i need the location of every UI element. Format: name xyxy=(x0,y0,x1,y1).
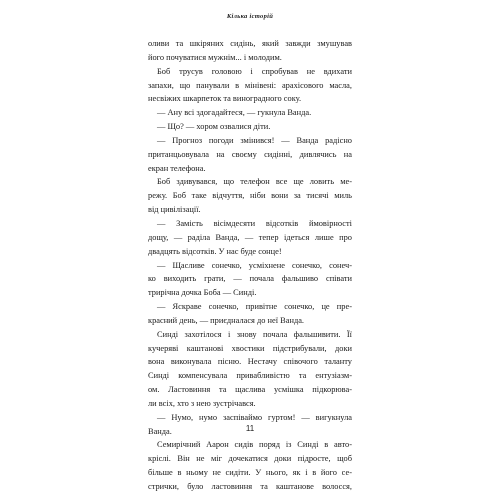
text-line: красний день, — приєдналася до неї Ванда. xyxy=(148,315,305,325)
text-line: двадцять відсотків. У нас буде сонце! xyxy=(148,246,282,256)
text-line: Боб здивувався, що телефон все ще ловить ме- xyxy=(157,177,352,187)
text-line: більше в ньому не сидіти. У нього, як і в його се- xyxy=(148,468,352,478)
text-line: — Нумо, нумо заспіваймо гуртом! — вигукнула xyxy=(157,412,352,422)
text-line: екран телефона. xyxy=(148,163,206,173)
text-line: дощу, — раділа Ванда, — тепер ідеться лише про xyxy=(148,232,352,242)
page-number: 11 xyxy=(245,424,255,433)
text-line: трирічна дочка Боба — Синді. xyxy=(148,288,257,298)
text-line: пританцьовувала на своєму сидінні, дивлячись на xyxy=(148,149,352,159)
text-line: ли всіх, хто з нею зустрічався. xyxy=(148,398,256,408)
text-line: режу. Боб таке відчуття, ніби вони за тисячі миль xyxy=(148,191,352,201)
text-line: Боб трусув головою і спробував не вдихати xyxy=(157,66,352,76)
text-line: — Яскраве сонечко, привітне сонечко, це пре- xyxy=(157,302,352,312)
text-line: вона виконувала пісню. Нестачу співочого таланту xyxy=(148,357,352,367)
text-line: — Ану всі здогадайтеся, — гукнула Ванда. xyxy=(157,108,312,118)
text-line: ом. Ластовиння та щаслива усмішка підкорюва- xyxy=(148,385,352,395)
text-line: Ванда. xyxy=(148,426,172,436)
text-line: Синді компенсувала привабливістю та ентузіазм- xyxy=(148,371,352,381)
text-line: Синді захотілося і знову почала фальшивити. Її xyxy=(157,329,352,339)
text-line: — Замість вісімдесяти відсотків ймовірності xyxy=(157,218,352,228)
text-line: — Що? — хором озвалися діти. xyxy=(157,122,271,132)
text-line: запахи, що панували в мінівені: арахісового масла, xyxy=(148,80,352,90)
text-line: ко виходить грати, — почала фальшиво співати xyxy=(148,274,352,284)
text-line: кучеряві каштанові хвостики підстрибували, доки xyxy=(148,343,352,353)
running-header: Кілька історій xyxy=(226,13,274,20)
text-line: Семирічний Аарон сидів поряд із Синді в авто- xyxy=(157,440,352,450)
text-line: кріслі. Він не міг дочекатися доки підросте, щоб xyxy=(148,454,352,464)
text-line: оливи та шкіряних сидінь, який завжди змушував xyxy=(148,39,352,48)
text-line: — Щасливе сонечко, усміхнене сонечко, сонеч- xyxy=(157,260,352,270)
text-line: його почуватися мужнім... і молодим. xyxy=(148,52,282,62)
text-line: — Прогноз погоди змінився! — Ванда радісно xyxy=(157,135,352,145)
text-line: несвіжих шкарпеток та виноградного соку. xyxy=(148,94,302,104)
text-line: стрички, було ластовиння та каштанове волосся, xyxy=(148,482,352,491)
text-line: від цивілізації. xyxy=(148,205,201,215)
